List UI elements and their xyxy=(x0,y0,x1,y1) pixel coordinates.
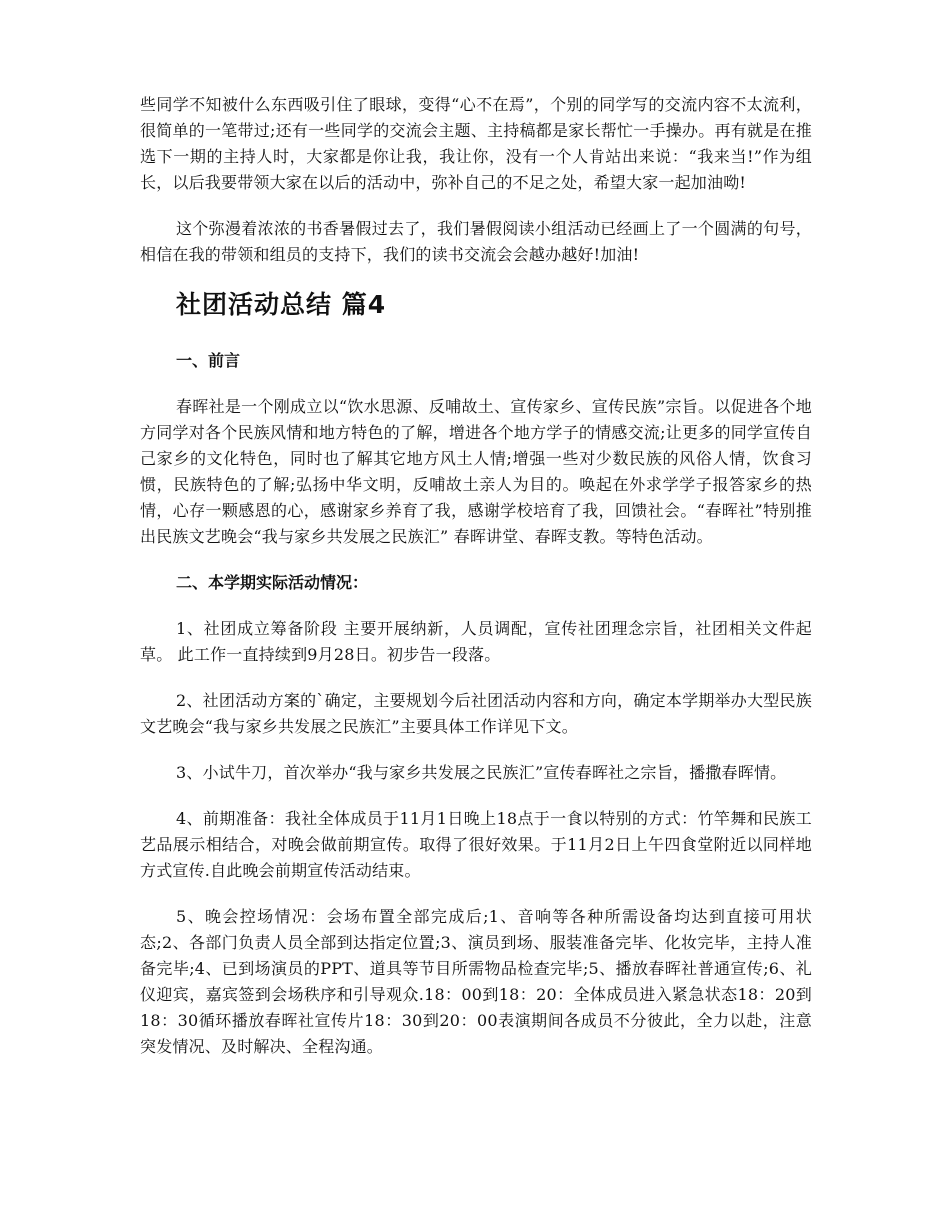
activity-item-5: 5、晚会控场情况：会场布置全部完成后;1、音响等各种所需设备均达到直接可用状态;2、各部门负责人员全部到达指定位置;3、演员到场、服装准备完毕、化妆完毕，主持人准备完毕;4、已到场演员的PPT、道具等节目所需物品检查完毕;5、播放春晖社普通宣传;6、礼仪迎宾，嘉宾签到会场秩序和引导观众.18：00到18：20：全体成员进入紧急状态18：20到18：30循环播放春晖社宣传片18：30到20：00表演期间各成员不分彼此，全力以赴，注意突发情况、及时解决、全程沟通。 xyxy=(140,907,812,1056)
document-page xyxy=(140,92,812,1078)
activity-item-1: 1、社团成立筹备阶段 主要开展纳新，人员调配，宣传社团理念宗旨，社团相关文件起草。 此工作一直持续到9月28日。初步告一段落。 xyxy=(140,619,812,664)
activity-item-3: 3、小试牛刀，首次举办“我与家乡共发展之民族汇”宣传春晖社之宗旨，播撒春晖情。 xyxy=(176,763,787,782)
closing-paragraph: 这个弥漫着浓浓的书香暑假过去了，我们暑假阅读小组活动已经画上了一个圆满的句号，相信在我的带领和组员的支持下，我们的读书交流会会越办越好!加油! xyxy=(140,219,812,264)
activity-item-2: 2、社团活动方案的`确定，主要规划今后社团活动内容和方向，确定本学期举办大型民族文艺晚会“我与家乡共发展之民族汇”主要具体工作详见下文。 xyxy=(140,691,812,736)
continued-paragraph: 些同学不知被什么东西吸引住了眼球，变得“心不在焉”，个别的同学写的交流内容不太流利，很简单的一笔带过;还有一些同学的交流会主题、主持稿都是家长帮忙一手操办。再有就是在推选下一期的主持人时，大家都是你让我，我让你，没有一个人肯站出来说：“我来当!”作为组长，以后我要带领大家在以后的活动中，弥补自己的不足之处，希望大家一起加油呦! xyxy=(140,95,812,192)
activities-heading: 二、本学期实际活动情况： xyxy=(176,573,369,592)
preface-heading: 一、前言 xyxy=(176,351,241,370)
activity-item-4: 4、前期准备：我社全体成员于11月1日晚上18点于一食以特别的方式：竹竿舞和民族工艺品展示相结合，对晚会做前期宣传。取得了很好效果。于11月2日上午四食堂附近以同样地方式宣传.自此晚会前期宣传活动结束。 xyxy=(140,809,812,880)
section-title: 社团活动总结 篇4 xyxy=(176,290,387,319)
preface-paragraph: 春晖社是一个刚成立以“饮水思源、反哺故土、宣传家乡、宣传民族”宗旨。以促进各个地方同学对各个民族风情和地方特色的了解，增进各个地方学子的情感交流;让更多的同学宣传自己家乡的文化特色，同时也了解其它地方风土人情;增强一些对少数民族的风俗人情，饮食习惯，民族特色的了解;弘扬中华文明，反哺故土亲人为目的。唤起在外求学学子报答家乡的热情，心存一颗感恩的心，感谢家乡养育了我，感谢学校培育了我，回馈社会。“春晖社”特别推出民族文艺晚会“我与家乡共发展之民族汇” 春晖讲堂、春晖支教。等特色活动。 xyxy=(140,397,812,546)
